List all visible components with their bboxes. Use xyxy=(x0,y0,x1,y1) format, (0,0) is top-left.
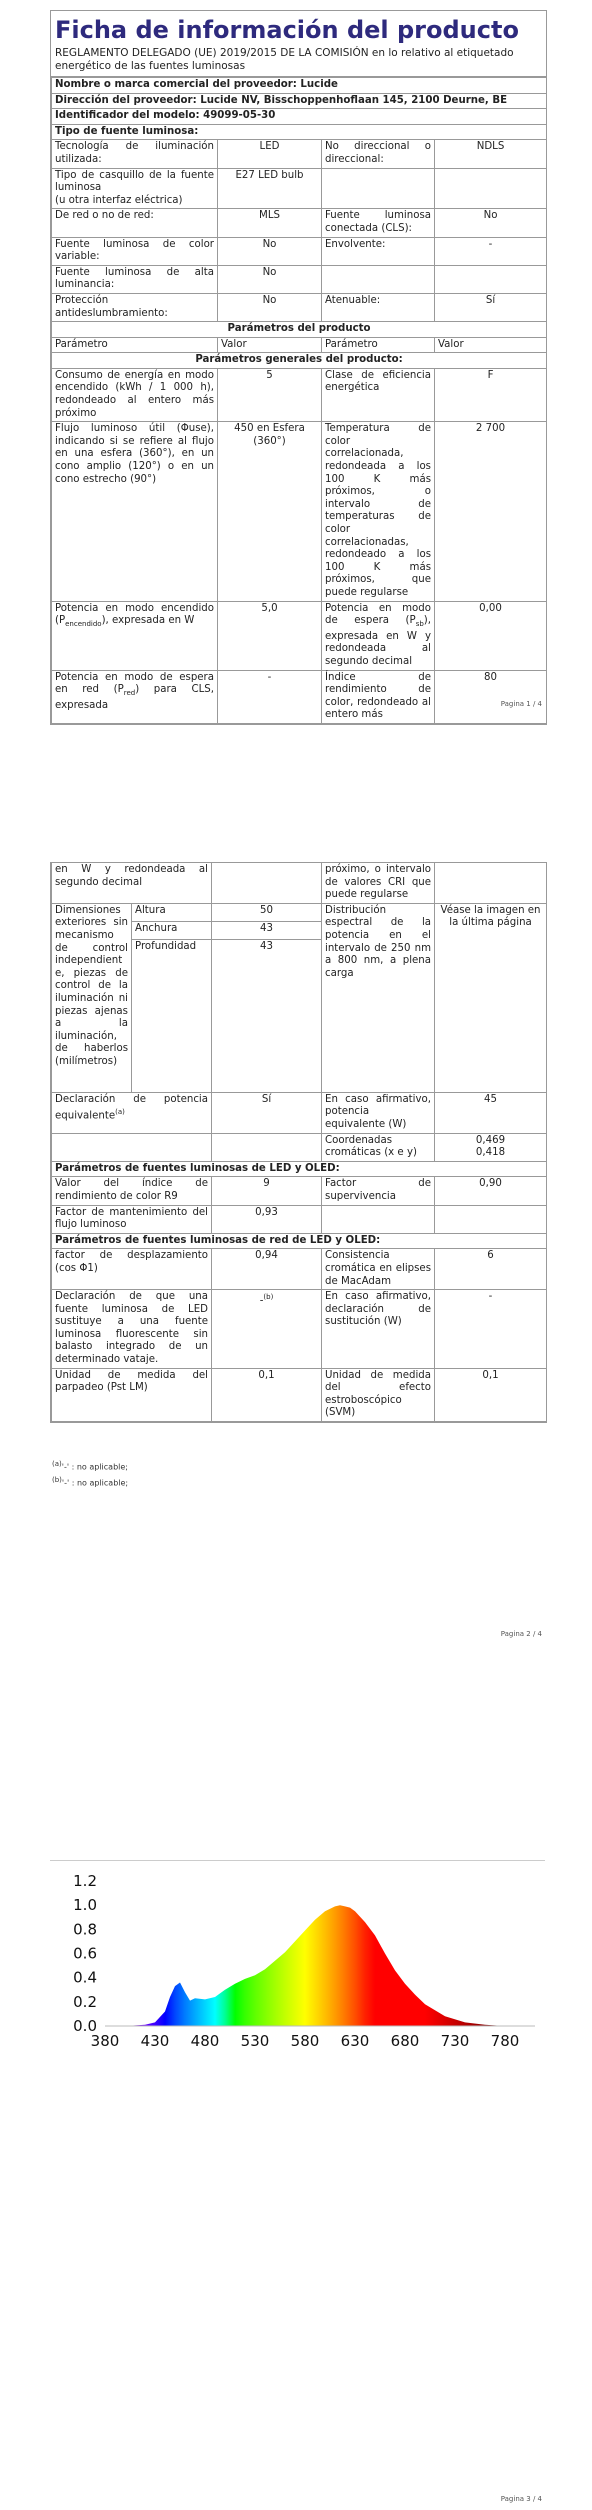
regulation-text: REGLAMENTO DELEGADO (UE) 2019/2015 DE LA COMISIÓN en lo relativo al etiquetado energético de las fuentes luminosas xyxy=(51,45,546,77)
dimension-name-width: Anchura xyxy=(132,921,212,939)
replacement-claim-label: En caso afirmativo, declaración de sustitución (W) xyxy=(322,1290,435,1369)
document-title: Ficha de información del producto xyxy=(55,16,519,44)
standby-power-value: 0,00 xyxy=(435,601,547,670)
dimension-value-height: 50 xyxy=(212,903,322,921)
type-row xyxy=(52,237,547,265)
type-row-cell-v1: No xyxy=(218,265,322,293)
type-row xyxy=(52,140,547,168)
type-row-cell-l1: Fuente luminosa de alta luminancia: xyxy=(52,265,218,293)
type-row-cell-l1: Tipo de casquillo de la fuente luminosa (u otra interfaz eléctrica) xyxy=(52,168,218,209)
flicker-metric-label: Unidad de medida del parpadeo (Pst LM) xyxy=(52,1368,212,1421)
dimension-name-depth: Profundidad xyxy=(132,939,212,1092)
spectral-chart-svg xyxy=(50,1861,545,2081)
parameters-table-continued xyxy=(51,862,547,1422)
lumen-maintenance-value: 0,93 xyxy=(212,1205,322,1233)
model-identifier: Identificador del modelo: 49099-05-30 xyxy=(52,109,547,125)
luminous-flux-label: Flujo luminoso útil (Φuse), indicando si se refiere al flujo en una esfera (360°), en un cono amplio (120°) o en un cono estrecho (90°) xyxy=(52,422,218,601)
networked-standby-label: Potencia en modo de espera en red $(P_{red})$ para CLS, expresada xyxy=(52,670,218,723)
on-mode-power-label: Potencia en modo encendido $(P_{encendido})$, expresada en W xyxy=(52,601,218,670)
cri-label: Índice de rendimiento de color, redondeado al entero más xyxy=(322,670,435,723)
y-tick-label: 0.6 xyxy=(73,1944,97,1963)
type-row-cell-v2: NDLS xyxy=(435,140,547,168)
displacement-factor-label: factor de desplazamiento (cos Φ1) xyxy=(52,1249,212,1290)
type-row-cell-l2: Atenuable: xyxy=(322,293,435,321)
type-row-cell-v2: Sí xyxy=(435,293,547,321)
page-number: Pagina 3 / 4 xyxy=(500,2495,542,2503)
spectral-distribution-value: Véase la imagen en la última página xyxy=(435,903,547,1092)
energy-class-label: Clase de eficiencia energética xyxy=(322,368,435,421)
y-tick-label: 0.2 xyxy=(73,1992,97,2011)
supplier-table xyxy=(51,77,547,724)
type-row xyxy=(52,293,547,321)
type-row-cell-v1: No xyxy=(218,237,322,265)
type-row-cell-l1: De red o no de red: xyxy=(52,209,218,237)
energy-consumption-value: 5 xyxy=(218,368,322,421)
lumen-maintenance-label: Factor de mantenimiento del flujo luminoso xyxy=(52,1205,212,1233)
r9-label: Valor del índice de rendimiento de color R9 xyxy=(52,1177,212,1205)
product-info-sheet xyxy=(50,10,547,725)
dimension-value-depth: 43 xyxy=(212,939,322,1092)
y-tick-label: 0.0 xyxy=(73,2017,97,2035)
footnote-a: $^{(a)}$'-' : no aplicable; xyxy=(52,1460,128,1472)
dimension-name-height: Altura xyxy=(132,903,212,921)
colour-consistency-label: Consistencia cromática en elipses de MacAdam xyxy=(322,1249,435,1290)
product-info-sheet-continued xyxy=(50,862,547,1423)
type-row xyxy=(52,209,547,237)
spectrum-area xyxy=(105,1905,505,2026)
colour-consistency-value: 6 xyxy=(435,1249,547,1290)
color-temperature-value: 2 700 xyxy=(435,422,547,601)
col-header-parameter-2: Parámetro xyxy=(322,337,435,353)
x-tick-label: 580 xyxy=(290,2032,320,2050)
r9-value: 9 xyxy=(212,1177,322,1205)
equivalent-power-label: Declaración de potencia equivalente$^{(a)}$ xyxy=(52,1092,212,1133)
fluorescent-replacement-label: Declaración de que una fuente luminosa de LED sustituye a una fuente luminosa fluorescente sin balasto integrado de un determinado vataje. xyxy=(52,1290,212,1369)
type-row-cell-l1: Protección antideslumbramiento: xyxy=(52,293,218,321)
type-row-cell-v1: No xyxy=(218,293,322,321)
page-number: Pagina 2 / 4 xyxy=(500,1630,542,1638)
networked-standby-label-cont: en W y redondeada al segundo decimal xyxy=(52,863,212,904)
x-tick-label: 730 xyxy=(440,2032,470,2050)
type-row xyxy=(52,168,547,209)
equivalent-power-declared: Sí xyxy=(212,1092,322,1133)
type-row-cell-l2 xyxy=(322,265,435,293)
type-row-cell-v1: E27 LED bulb xyxy=(218,168,322,209)
supplier-name: Nombre o marca comercial del proveedor: Lucide xyxy=(52,78,547,94)
y-tick-label: 0.4 xyxy=(73,1968,97,1987)
supplier-address: Dirección del proveedor: Lucide NV, Bisschoppenhoflaan 145, 2100 Deurne, BE xyxy=(52,93,547,109)
y-tick-label: 1.2 xyxy=(73,1872,97,1890)
x-tick-label: 680 xyxy=(390,2032,420,2050)
col-header-value: Valor xyxy=(218,337,322,353)
equivalent-power-value-label: En caso afirmativo, potencia equivalente (W) xyxy=(322,1092,435,1133)
survival-factor-value: 0,90 xyxy=(435,1177,547,1205)
on-mode-power-value: 5,0 xyxy=(218,601,322,670)
type-row-cell-l2: Envolvente: xyxy=(322,237,435,265)
product-parameters-heading: Parámetros del producto xyxy=(52,322,547,338)
type-row-cell-l2: No direccional o direccional: xyxy=(322,140,435,168)
spectral-distribution-label: Distribución espectral de la potencia en el intervalo de 250 nm a 800 nm, a plena carga xyxy=(322,903,435,1092)
page-number: Pagina 1 / 4 xyxy=(500,700,542,708)
page-3 xyxy=(0,1800,592,2510)
type-row-cell-v1: LED xyxy=(218,140,322,168)
networked-standby-value: - xyxy=(218,670,322,723)
type-row-cell-v2 xyxy=(435,265,547,293)
cri-label-cont: próximo, o intervalo de valores CRI que puede regularse xyxy=(322,863,435,904)
dimensions-label: Dimensiones exteriores sin mecanismo de control independiente, piezas de control de la iluminación ni piezas ajenas a la iluminación, de haberlos (milímetros) xyxy=(52,903,132,1092)
x-tick-label: 380 xyxy=(90,2032,120,2050)
x-tick-label: 430 xyxy=(140,2032,170,2050)
light-source-type-heading: Tipo de fuente luminosa: xyxy=(52,124,547,140)
type-row xyxy=(52,265,547,293)
stroboscopic-metric-label: Unidad de medida del efecto estroboscópico (SVM) xyxy=(322,1368,435,1421)
equivalent-power-value: 45 xyxy=(435,1092,547,1133)
type-row-cell-l2: Fuente luminosa conectada (CLS): xyxy=(322,209,435,237)
cri-value: 80 xyxy=(435,670,547,723)
color-temperature-label: Temperatura de color correlacionada, redondeada a los 100 K más próximos, o intervalo de temperaturas de color correlacionadas, redondeado a los 100 K más próximos, que puede regularse xyxy=(322,422,435,601)
fluorescent-replacement-value: -$^{(b)}$ xyxy=(212,1290,322,1369)
type-row-cell-l2 xyxy=(322,168,435,209)
chromaticity-value: 0,469 0,418 xyxy=(435,1133,547,1161)
y-tick-label: 1.0 xyxy=(73,1896,97,1915)
x-tick-label: 480 xyxy=(190,2032,220,2050)
energy-consumption-label: Consumo de energía en modo encendido (kWh / 1 000 h), redondeado al entero más próximo xyxy=(52,368,218,421)
x-tick-label: 530 xyxy=(240,2032,270,2050)
type-row-cell-v2: - xyxy=(435,237,547,265)
type-row-cell-v2 xyxy=(435,168,547,209)
luminous-flux-value: 450 en Esfera (360°) xyxy=(218,422,322,601)
type-row-cell-v2: No xyxy=(435,209,547,237)
col-header-value-2: Valor xyxy=(435,337,547,353)
led-parameters-heading: Parámetros de fuentes luminosas de LED y OLED: xyxy=(52,1161,547,1177)
type-row-cell-v1: MLS xyxy=(218,209,322,237)
y-tick-label: 0.8 xyxy=(73,1920,97,1939)
type-row-cell-l1: Tecnología de iluminación utilizada: xyxy=(52,140,218,168)
x-tick-label: 630 xyxy=(340,2032,370,2050)
page-2 xyxy=(0,850,592,1645)
mains-led-parameters-heading: Parámetros de fuentes luminosas de red de LED y OLED: xyxy=(52,1233,547,1249)
x-tick-label: 780 xyxy=(490,2032,520,2050)
standby-power-label: Potencia en modo de espera $(P_{sb})$, expresada en W y redondeada al segundo decimal xyxy=(322,601,435,670)
stroboscopic-metric-value: 0,1 xyxy=(435,1368,547,1421)
displacement-factor-value: 0,94 xyxy=(212,1249,322,1290)
flicker-metric-value: 0,1 xyxy=(212,1368,322,1421)
dimension-value-width: 43 xyxy=(212,921,322,939)
replacement-claim-value: - xyxy=(435,1290,547,1369)
col-header-parameter: Parámetro xyxy=(52,337,218,353)
general-parameters-heading: Parámetros generales del producto: xyxy=(52,353,547,369)
energy-class-value: F xyxy=(435,368,547,421)
footnote-b: $^{(b)}$'-' : no aplicable; xyxy=(52,1476,129,1488)
type-row-cell-l1: Fuente luminosa de color variable: xyxy=(52,237,218,265)
chromaticity-label: Coordenadas cromáticas (x e y) xyxy=(322,1133,435,1161)
page-1 xyxy=(0,0,592,810)
spectral-chart xyxy=(50,1860,545,2081)
survival-factor-label: Factor de supervivencia xyxy=(322,1177,435,1205)
